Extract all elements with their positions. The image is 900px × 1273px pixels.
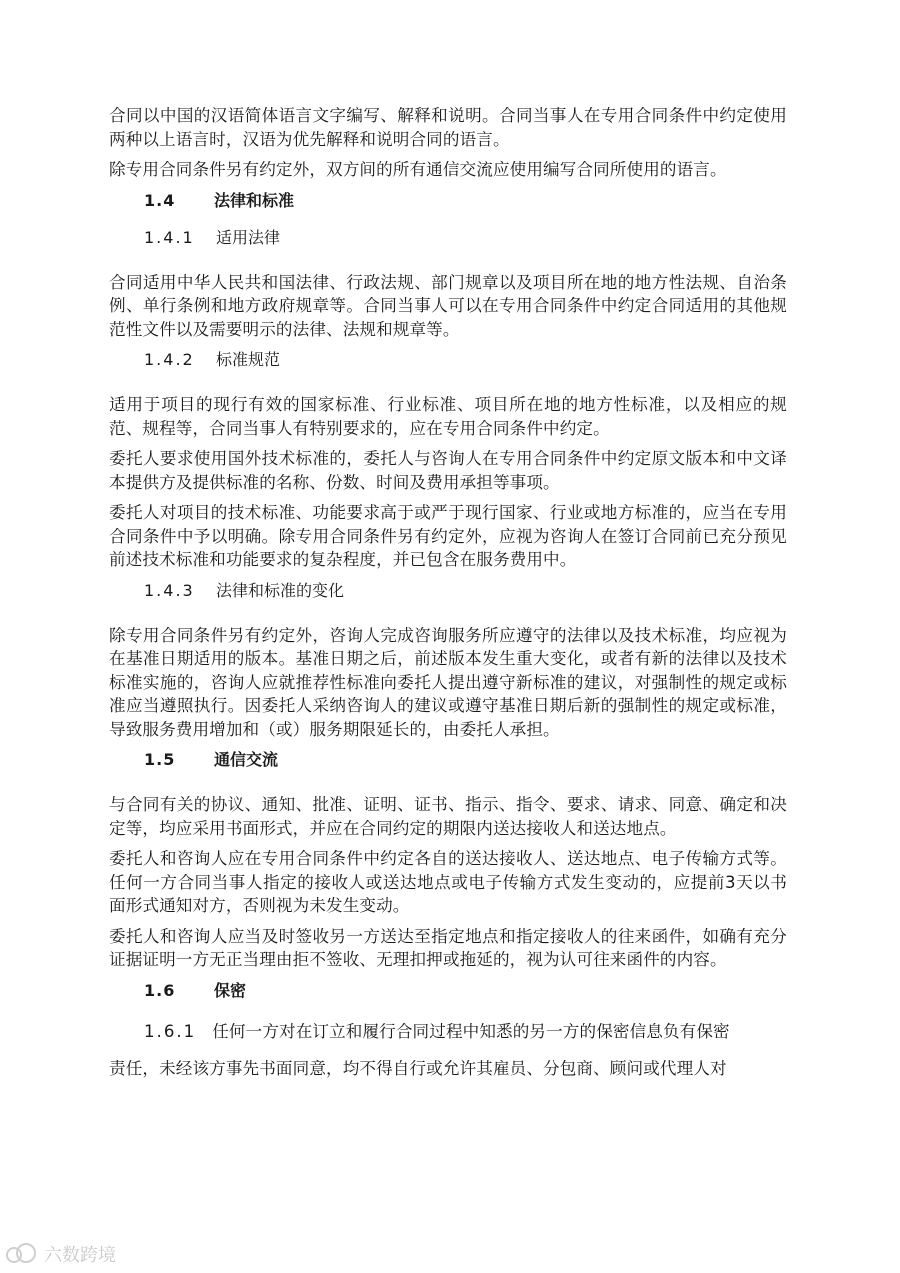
section-number: 1.4.1 xyxy=(144,227,195,247)
watermark-text: 六数跨境 xyxy=(44,1245,116,1266)
section-heading-1-6 xyxy=(109,979,787,1002)
section-number: 1.4.2 xyxy=(144,350,195,369)
paragraph-higher-standards: 委托人对项目的技术标准、功能要求高于或严于现行国家、行业或地方标准的，应当在专用合同条件中予以明确。除专用合同条件另有约定外，应视为咨询人在签订合同前已充分预见前述技术标准和功能要求的复杂程度，并已包含在服务费用中。 xyxy=(109,503,787,569)
paragraph-confidentiality-first-line xyxy=(109,1020,787,1043)
document-body xyxy=(109,104,787,1080)
section-heading-1-4-2 xyxy=(109,348,787,371)
watermark-logo-icon xyxy=(6,1243,36,1265)
clause-text: 任何一方对在订立和履行合同过程中知悉的另一方的保密信息负有保密 xyxy=(212,1021,730,1041)
section-title: 法律和标准的变化 xyxy=(216,580,345,600)
section-heading-1-5 xyxy=(109,748,787,771)
section-heading-1-4-1 xyxy=(109,226,787,249)
paragraph-standards: 适用于项目的现行有效的国家标准、行业标准、项目所在地的地方性标准，以及相应的规范、规程等，合同当事人有特别要求的，应在专用合同条件中约定。 xyxy=(109,395,787,438)
paragraph-communication-language: 除专用合同条件另有约定外，双方间的所有通信交流应使用编写合同所使用的语言。 xyxy=(109,160,727,179)
section-title: 通信交流 xyxy=(214,750,279,769)
section-title: 保密 xyxy=(214,980,247,1000)
paragraph-applicable-law: 合同适用中华人民共和国法律、行政法规、部门规章以及项目所在地的地方性法规、自治条例、单行条例和地方政府规章等。合同当事人可以在专用合同条件中约定合同适用的其他规范性文件以及需要明示的法律、法规和规章等。 xyxy=(109,272,787,339)
paragraph-foreign-standards: 委托人要求使用国外技术标准的，委托人与咨询人在专用合同条件中约定原文版本和中文译本提供方及提供标准的名称、份数、时间及费用承担等事项。 xyxy=(109,449,787,492)
section-title: 标准规范 xyxy=(216,350,281,369)
paragraph-law-changes: 除专用合同条件另有约定外，咨询人完成咨询服务所应遵守的法律以及技术标准，均应视为在基准日期适用的版本。基准日期之后，前述版本发生重大变化，或者有新的法律以及技术标准实施的，咨询人应就推荐性标准向委托人提出遵守新标准的建议，对强制性的规定或标准应当遵照执行。因委托人采纳咨询人的建议或遵守基准日期后新的强制性的规定或标准，导致服务费用增加和（或）服务期限延长的，由委托人承担。 xyxy=(109,625,787,739)
watermark xyxy=(6,1241,116,1267)
section-heading-1-4 xyxy=(109,189,787,212)
paragraph-receipt-of-letters: 委托人和咨询人应当及时签收另一方送达至指定地点和指定接收人的往来函件，如确有充分证据证明一方无正当理由拒不签收、无理扣押或拖延的，视为认可往来函件的内容。 xyxy=(109,926,787,969)
section-number: 1.4.3 xyxy=(144,580,195,600)
section-heading-1-4-3 xyxy=(109,579,787,602)
clause-number: 1.6.1 xyxy=(144,1021,197,1041)
section-title: 法律和标准 xyxy=(214,190,295,210)
section-title: 适用法律 xyxy=(216,227,281,247)
section-number: 1.5 xyxy=(144,750,176,769)
paragraph-written-form: 与合同有关的协议、通知、批准、证明、证书、指示、指令、要求、请求、同意、确定和决定等，均应采用书面形式，并应在合同约定的期限内送达接收人和送达地点。 xyxy=(109,795,787,838)
paragraph-language: 合同以中国的汉语简体语言文字编写、解释和说明。合同当事人在专用合同条件中约定使用两种以上语言时，汉语为优先解释和说明合同的语言。 xyxy=(109,106,787,149)
section-number: 1.6 xyxy=(144,980,176,1000)
paragraph-delivery-recipients: 委托人和咨询人应在专用合同条件中约定各自的送达接收人、送达地点、电子传输方式等。任何一方合同当事人指定的接收人或送达地点或电子传输方式发生变动的，应提前3天以书面形式通知对方，否则视为未发生变动。 xyxy=(109,849,787,915)
paragraph-confidentiality-continued: 责任，未经该方事先书面同意，均不得自行或允许其雇员、分包商、顾问或代理人对 xyxy=(109,1058,727,1078)
section-number: 1.4 xyxy=(144,190,176,210)
